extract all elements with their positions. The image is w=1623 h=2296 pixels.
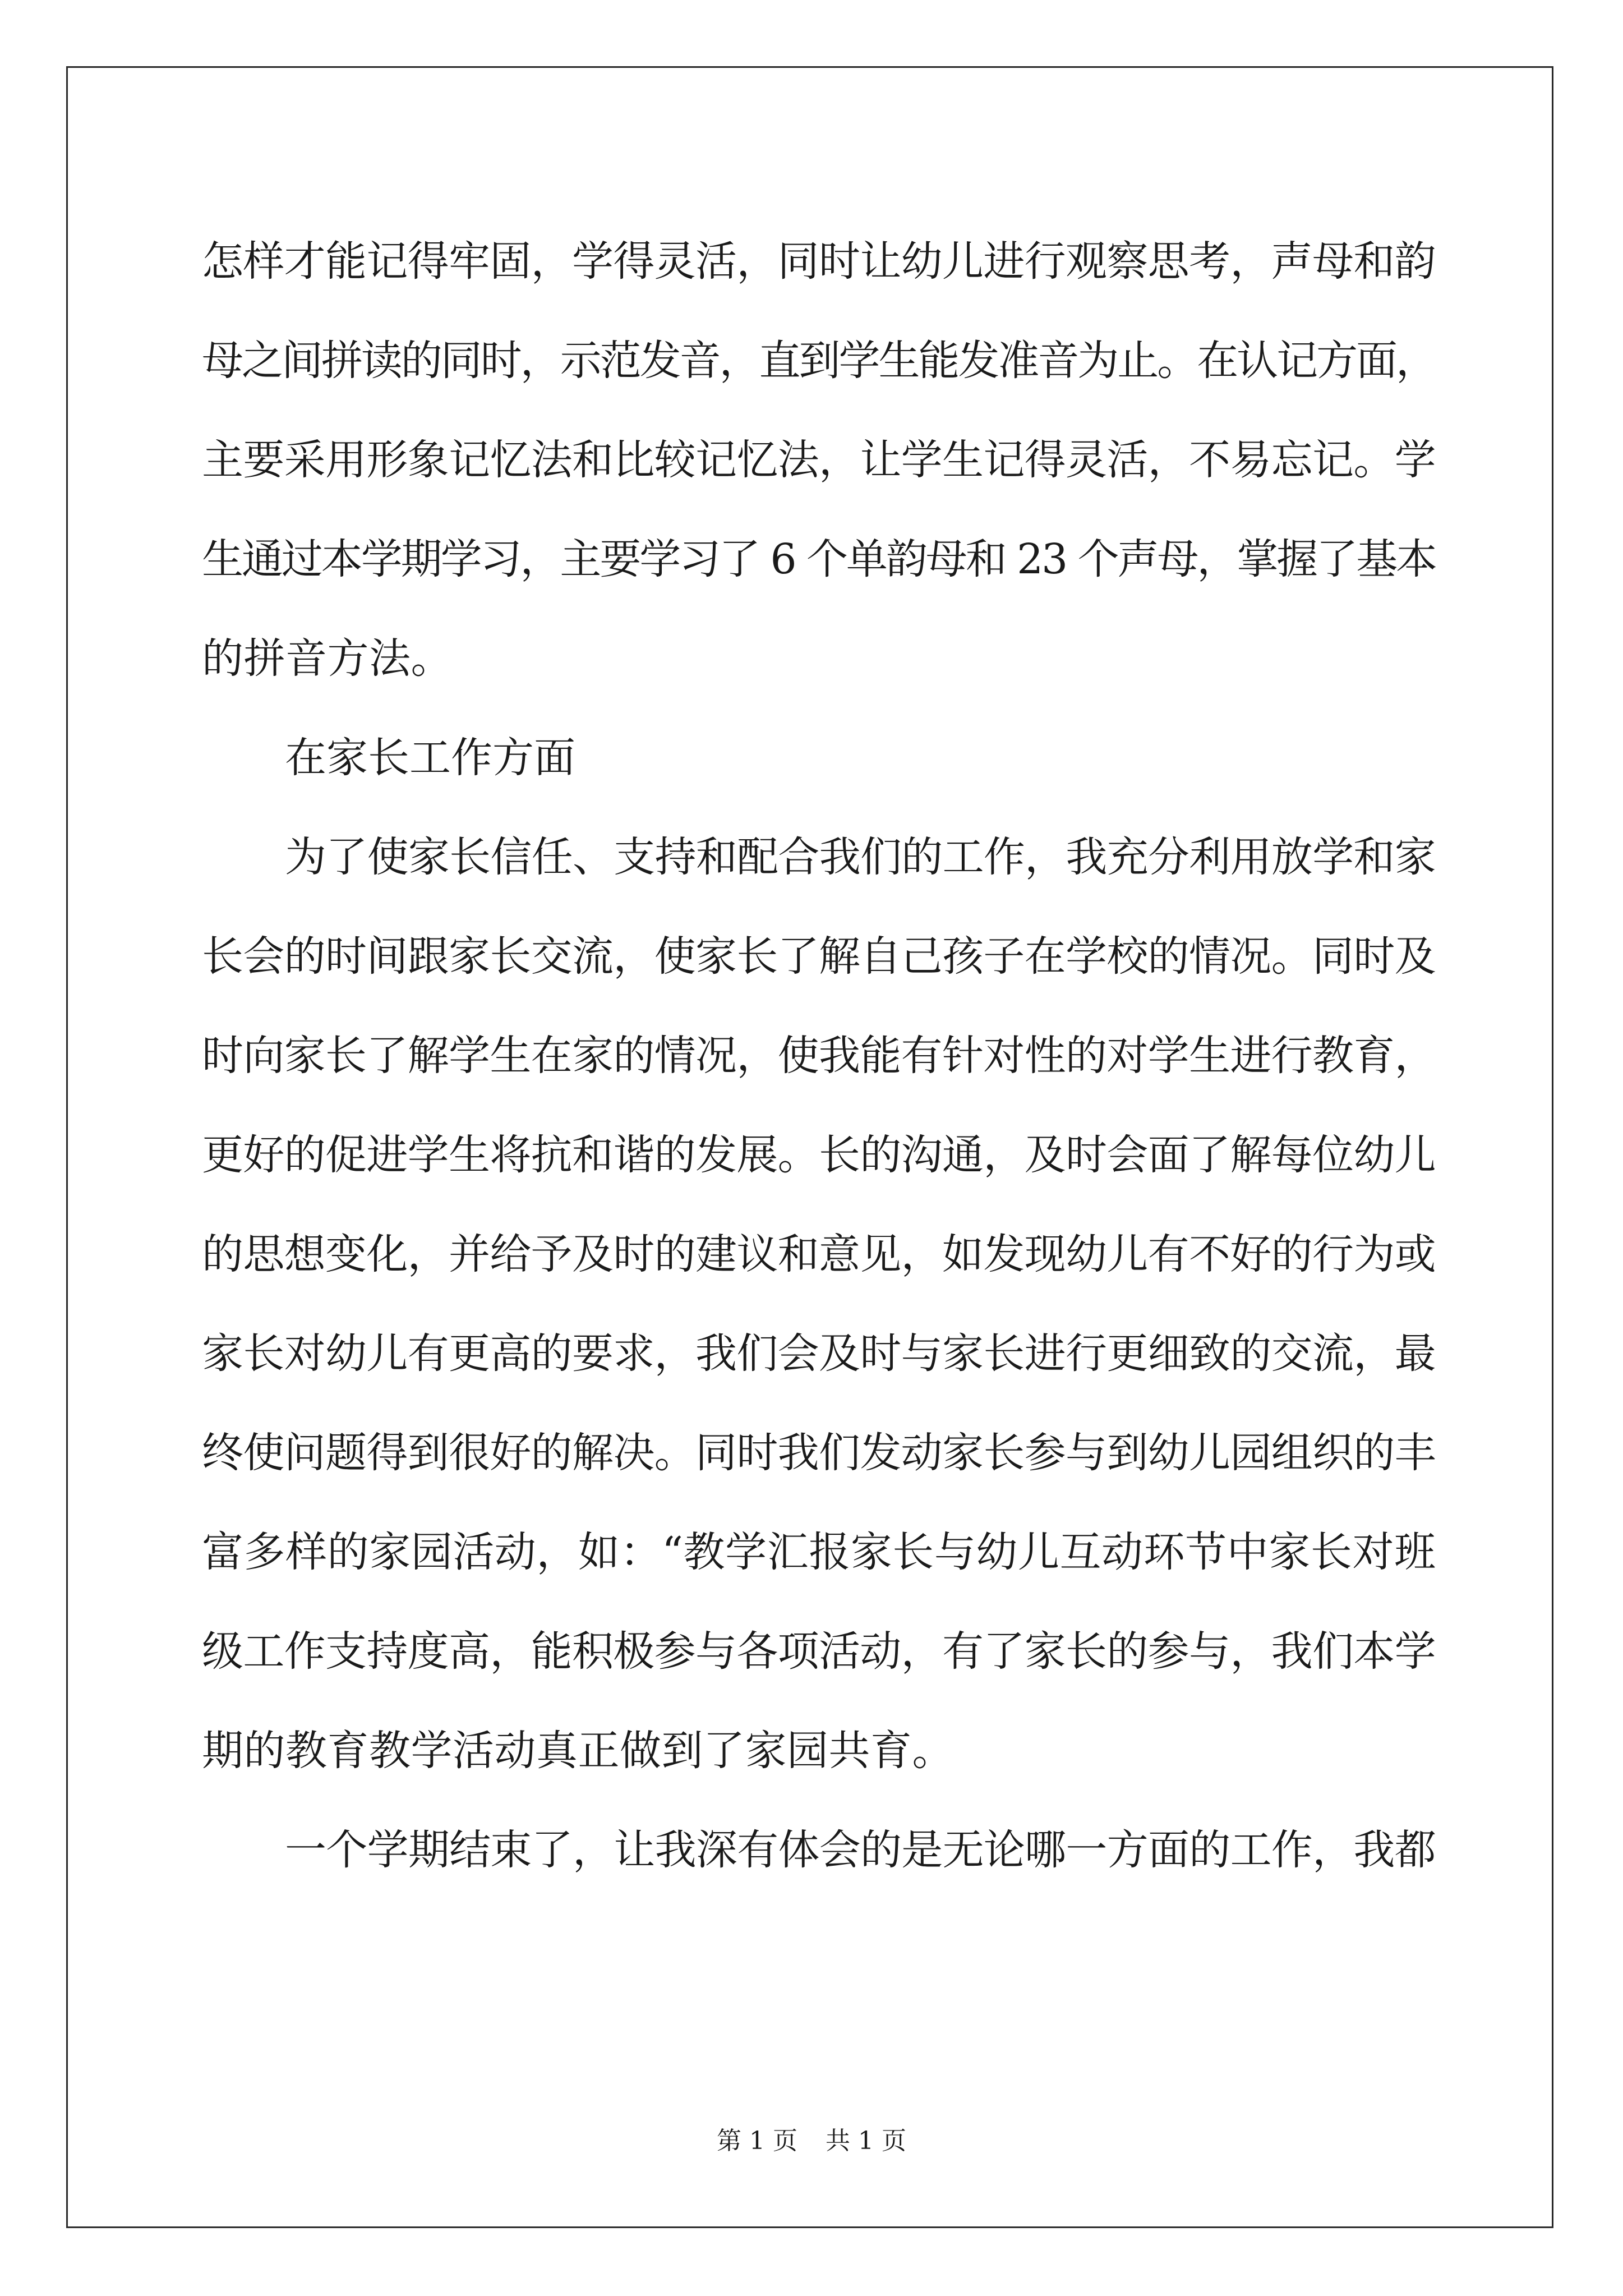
- text-line: 期的教育教学活动真正做到了家园共育。: [202, 1727, 954, 1775]
- text-line: 为了使家长信任、支持和配合我们的工作，我充分利用放学和家: [285, 833, 1436, 881]
- text-line: 终使问题得到很好的解决。同时我们发动家长参与到幼儿园组织的丰: [202, 1429, 1436, 1477]
- page-total: 共 1 页: [826, 2127, 906, 2155]
- text-line: 富多样的家园活动，如：“教学汇报家长与幼儿互动环节中家长对班: [202, 1528, 1436, 1576]
- section-heading: 在家长工作方面: [285, 734, 575, 782]
- page-footer: [0, 2120, 1623, 2156]
- text-line: 更好的促进学生将抗和谐的发展。长的沟通，及时会面了解每位幼儿: [202, 1131, 1436, 1179]
- text-line: 怎样才能记得牢固，学得灵活，同时让幼儿进行观察思考，声母和韵: [202, 237, 1436, 286]
- text-line: 长会的时间跟家长交流，使家长了解自己孩子在学校的情况。同时及: [202, 932, 1436, 981]
- text-line: 母之间拼读的同时，示范发音，直到学生能发准音为止。在认记方面，: [202, 337, 1436, 385]
- text-line: 一个学期结束了，让我深有体会的是无论哪一方面的工作，我都: [285, 1826, 1436, 1874]
- document-body: [202, 212, 1436, 1900]
- text-line: 生通过本学期学习，主要学习了 6 个单韵母和 23 个声母，掌握了基本: [202, 535, 1436, 583]
- text-line: 家长对幼儿有更高的要求，我们会及时与家长进行更细致的交流，最: [202, 1329, 1436, 1378]
- text-line: 主要采用形象记忆法和比较记忆法，让学生记得灵活，不易忘记。学: [202, 436, 1436, 484]
- text-line: 的思想变化，并给予及时的建议和意见，如发现幼儿有不好的行为或: [202, 1230, 1436, 1278]
- text-line: 的拼音方法。: [202, 634, 453, 683]
- text-line: 级工作支持度高，能积极参与各项活动，有了家长的参与，我们本学: [202, 1627, 1436, 1676]
- text-line: 时向家长了解学生在家的情况，使我能有针对性的对学生进行教育，: [202, 1032, 1436, 1080]
- page-number: 第 1 页: [717, 2127, 797, 2155]
